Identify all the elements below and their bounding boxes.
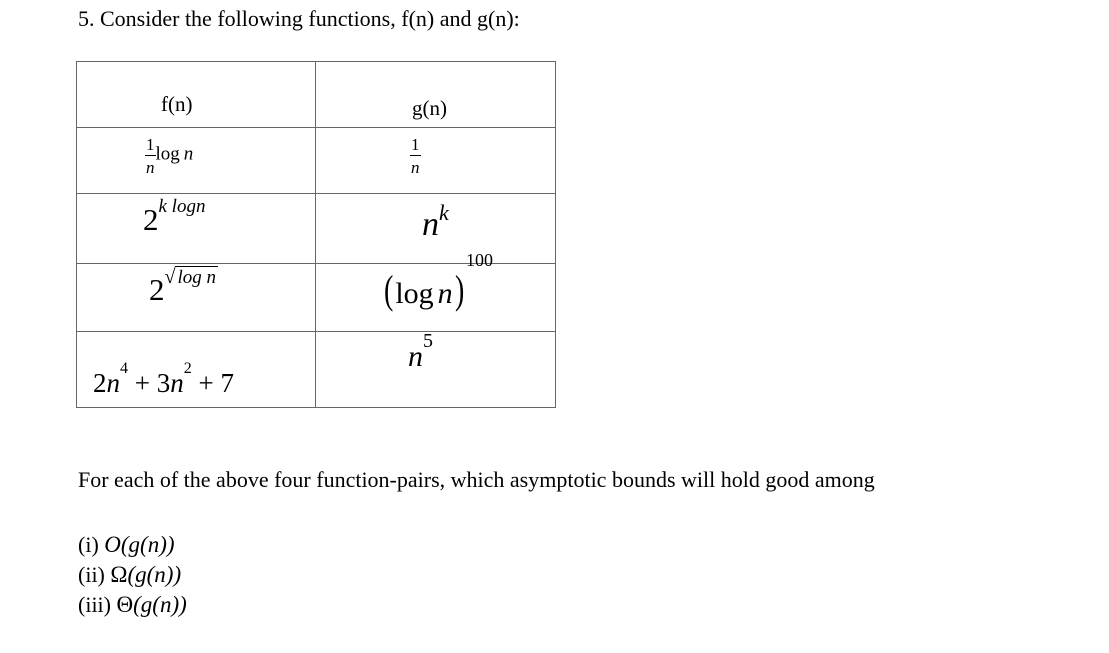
f-expr-1: $\frac{1}{n}$ log n <box>146 135 194 177</box>
table-header-row <box>77 62 556 128</box>
function-table <box>76 61 556 408</box>
header-f <box>77 62 316 128</box>
f-cell-2 <box>77 194 316 264</box>
table-row <box>77 264 556 332</box>
g-cell-2 <box>316 194 556 264</box>
question-title: 5. Consider the following functions, f(n) and g(n): <box>78 6 520 31</box>
g-cell-4 <box>316 332 556 408</box>
g-cell-1 <box>316 128 556 194</box>
g-expr-1 <box>410 136 421 176</box>
g-expr-2: $n^k$ <box>422 200 449 243</box>
header-g <box>316 62 556 128</box>
option-iii: (iii) Θ(g(n)) <box>78 592 187 617</box>
table-row <box>77 332 556 408</box>
option-ii: (ii) Ω(g(n)) <box>78 562 182 587</box>
table-row <box>77 128 556 194</box>
fraction: $\frac{1}{n}$ <box>146 135 155 177</box>
f-cell-1 <box>77 128 316 194</box>
header-f-label: f(n) <box>161 92 193 116</box>
fraction: $\frac{1}{n}$ <box>411 135 420 177</box>
asymptotic-question: For each of the above four function-pairs, which asymptotic bounds will hold good among <box>78 467 875 492</box>
f-expr-4: $2n^4 + 3n^2 + 7$ <box>93 360 234 398</box>
header-g-label: g(n) <box>412 96 447 120</box>
option-i: (i) O(g(n)) <box>78 532 175 557</box>
g-expr-3: (log n)$^{100}$ <box>383 250 493 312</box>
f-expr-2: $2^{k logn}$ <box>143 196 206 237</box>
g-cell-3 <box>316 250 556 332</box>
g-expr-4: $n^5$ <box>408 330 433 373</box>
options-list <box>78 530 187 620</box>
f-cell-3 <box>77 264 316 332</box>
f-expr-3: $2^{√ log n}$ <box>149 266 217 307</box>
f-cell-4 <box>77 332 316 408</box>
